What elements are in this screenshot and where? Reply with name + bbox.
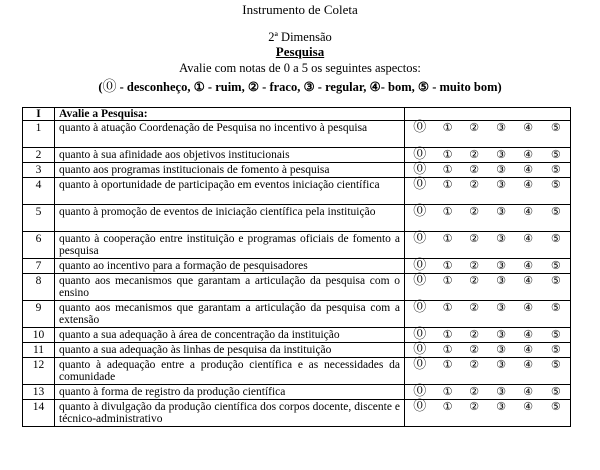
rating-option-4[interactable]: ④	[515, 163, 542, 178]
rating-option-2[interactable]: ②	[461, 148, 488, 163]
table-row	[23, 148, 571, 163]
rating-option-2[interactable]: ②	[461, 274, 488, 301]
rating-option-1[interactable]: ①	[435, 259, 461, 274]
zero-circle-icon: ⓪	[102, 80, 117, 95]
rating-option-2[interactable]: ②	[461, 232, 488, 259]
table-row	[23, 400, 571, 427]
rating-option-1[interactable]: ①	[435, 274, 461, 301]
rating-option-3[interactable]: ③	[488, 259, 515, 274]
row-number: 6	[23, 232, 55, 259]
question-text: quanto à atuação Coordenação de Pesquisa no incentivo à pesquisa	[55, 121, 405, 148]
rating-option-5[interactable]: ⑤	[542, 358, 571, 385]
rating-option-2[interactable]: ②	[461, 358, 488, 385]
row-number: 10	[23, 328, 55, 343]
rating-option-3[interactable]: ③	[488, 358, 515, 385]
rating-option-5[interactable]: ⑤	[542, 178, 571, 205]
document-title: Instrumento de Coleta	[242, 2, 358, 17]
rating-option-0[interactable]: ⓪	[405, 301, 435, 328]
rating-option-3[interactable]: ③	[488, 274, 515, 301]
rating-option-1[interactable]: ①	[435, 385, 461, 400]
rating-option-5[interactable]: ⑤	[542, 343, 571, 358]
row-number: 12	[23, 358, 55, 385]
table-header-row	[23, 108, 571, 121]
rating-option-0[interactable]: ⓪	[405, 232, 435, 259]
rating-option-4[interactable]: ④	[515, 328, 542, 343]
rating-option-0[interactable]: ⓪	[405, 358, 435, 385]
table-row	[23, 259, 571, 274]
question-text: quanto aos mecanismos que garantam a articulação da pesquisa com o ensino	[55, 274, 405, 301]
rating-option-3[interactable]: ③	[488, 148, 515, 163]
rating-option-1[interactable]: ①	[435, 232, 461, 259]
rating-option-2[interactable]: ②	[461, 205, 488, 232]
table-row	[23, 385, 571, 400]
rating-option-0[interactable]: ⓪	[405, 385, 435, 400]
table-row	[23, 343, 571, 358]
question-text: quanto à oportunidade de participação em eventos iniciação científica	[55, 178, 405, 205]
row-number: 13	[23, 385, 55, 400]
rating-option-4[interactable]: ④	[515, 343, 542, 358]
rating-option-0[interactable]: ⓪	[405, 178, 435, 205]
legend-text: - desconheço, ① - ruim, ② - fraco, ③ - regular, ④- bom, ⑤ - muito bom)	[116, 80, 502, 94]
rating-option-0[interactable]: ⓪	[405, 328, 435, 343]
rating-option-4[interactable]: ④	[515, 301, 542, 328]
rating-option-1[interactable]: ①	[435, 205, 461, 232]
rating-option-1[interactable]: ①	[435, 343, 461, 358]
question-text: quanto a sua adequação à área de concentração da instituição	[55, 328, 405, 343]
row-number: 14	[23, 400, 55, 427]
rating-option-1[interactable]: ①	[435, 400, 461, 427]
table-row	[23, 301, 571, 328]
rating-option-4[interactable]: ④	[515, 205, 542, 232]
row-number: 8	[23, 274, 55, 301]
rating-option-4[interactable]: ④	[515, 385, 542, 400]
table-row	[23, 205, 571, 232]
rating-option-0[interactable]: ⓪	[405, 343, 435, 358]
row-number: 5	[23, 205, 55, 232]
rating-option-2[interactable]: ②	[461, 343, 488, 358]
table-row	[23, 328, 571, 343]
rating-option-4[interactable]: ④	[515, 274, 542, 301]
legend-open: (	[98, 80, 103, 94]
question-text: quanto à cooperação entre instituição e programas oficiais de fomento a pesquisa	[55, 232, 405, 259]
rating-option-3[interactable]: ③	[488, 232, 515, 259]
rating-option-3[interactable]: ③	[488, 205, 515, 232]
rating-option-0[interactable]: ⓪	[405, 148, 435, 163]
table-row	[23, 358, 571, 385]
rating-option-4[interactable]: ④	[515, 358, 542, 385]
rating-option-4[interactable]: ④	[515, 232, 542, 259]
row-number: 9	[23, 301, 55, 328]
rating-option-4[interactable]: ④	[515, 178, 542, 205]
rating-option-0[interactable]: ⓪	[405, 121, 435, 148]
question-text: quanto à forma de registro da produção científica	[55, 385, 405, 400]
rating-option-5[interactable]: ⑤	[542, 328, 571, 343]
question-text: quanto aos mecanismos que garantam a articulação da pesquisa com a extensão	[55, 301, 405, 328]
table-row	[23, 121, 571, 148]
dimension-label: 2ª Dimensão	[268, 30, 332, 44]
section-title: Pesquisa	[275, 44, 325, 59]
rating-option-5[interactable]: ⑤	[542, 148, 571, 163]
rating-option-5[interactable]: ⑤	[542, 385, 571, 400]
row-number: 11	[23, 343, 55, 358]
rating-option-5[interactable]: ⑤	[542, 400, 571, 427]
rating-option-2[interactable]: ②	[461, 259, 488, 274]
table-row	[23, 232, 571, 259]
row-number: 1	[23, 121, 55, 148]
rating-option-2[interactable]: ②	[461, 385, 488, 400]
rating-option-5[interactable]: ⑤	[542, 259, 571, 274]
question-text: quanto à adequação entre a produção científica e as necessidades da comunidade	[55, 358, 405, 385]
rating-option-3[interactable]: ③	[488, 178, 515, 205]
rating-option-2[interactable]: ②	[461, 178, 488, 205]
rating-option-5[interactable]: ⑤	[542, 232, 571, 259]
rating-option-3[interactable]: ③	[488, 121, 515, 148]
column-header-options	[405, 108, 571, 121]
rating-option-1[interactable]: ①	[435, 328, 461, 343]
rating-option-5[interactable]: ⑤	[542, 301, 571, 328]
question-text: quanto à divulgação da produção científica dos corpos docente, discente e técnico-administrativo	[55, 400, 405, 427]
rating-option-3[interactable]: ③	[488, 385, 515, 400]
question-text: quanto aos programas institucionais de fomento à pesquisa	[55, 163, 405, 178]
column-header-question: Avalie a Pesquisa:	[55, 108, 405, 121]
rating-option-0[interactable]: ⓪	[405, 400, 435, 427]
rating-option-2[interactable]: ②	[461, 121, 488, 148]
rating-option-4[interactable]: ④	[515, 400, 542, 427]
rating-option-4[interactable]: ④	[515, 121, 542, 148]
rating-legend	[0, 76, 600, 96]
row-number: 7	[23, 259, 55, 274]
rating-option-2[interactable]: ②	[461, 328, 488, 343]
rating-option-5[interactable]: ⑤	[542, 163, 571, 178]
rating-option-1[interactable]: ①	[435, 301, 461, 328]
rating-option-4[interactable]: ④	[515, 259, 542, 274]
rating-option-0[interactable]: ⓪	[405, 163, 435, 178]
question-text: quanto à promoção de eventos de iniciação científica pela instituição	[55, 205, 405, 232]
rating-option-4[interactable]: ④	[515, 148, 542, 163]
question-text: quanto ao incentivo para a formação de pesquisadores	[55, 259, 405, 274]
rating-option-3[interactable]: ③	[488, 163, 515, 178]
rating-option-5[interactable]: ⑤	[542, 274, 571, 301]
rating-option-2[interactable]: ②	[461, 163, 488, 178]
rating-option-3[interactable]: ③	[488, 301, 515, 328]
table-row	[23, 163, 571, 178]
rating-option-0[interactable]: ⓪	[405, 274, 435, 301]
table-row	[23, 274, 571, 301]
rating-option-1[interactable]: ①	[435, 121, 461, 148]
rating-option-3[interactable]: ③	[488, 400, 515, 427]
row-number: 3	[23, 163, 55, 178]
rating-option-2[interactable]: ②	[461, 301, 488, 328]
rating-option-5[interactable]: ⑤	[542, 121, 571, 148]
question-text: quanto à sua afinidade aos objetivos institucionais	[55, 148, 405, 163]
rating-option-2[interactable]: ②	[461, 400, 488, 427]
rating-option-1[interactable]: ①	[435, 178, 461, 205]
instruction-text: Avalie com notas de 0 a 5 os seguintes aspectos:	[179, 61, 421, 75]
question-text: quanto a sua adequação às linhas de pesquisa da instituição	[55, 343, 405, 358]
table-row	[23, 178, 571, 205]
rating-option-3[interactable]: ③	[488, 343, 515, 358]
rating-option-0[interactable]: ⓪	[405, 205, 435, 232]
rating-option-1[interactable]: ①	[435, 148, 461, 163]
rating-option-1[interactable]: ①	[435, 163, 461, 178]
column-header-number: I	[23, 108, 55, 121]
rating-table	[22, 107, 571, 427]
rating-option-0[interactable]: ⓪	[405, 259, 435, 274]
rating-option-5[interactable]: ⑤	[542, 205, 571, 232]
row-number: 4	[23, 178, 55, 205]
rating-option-3[interactable]: ③	[488, 328, 515, 343]
rating-option-1[interactable]: ①	[435, 358, 461, 385]
row-number: 2	[23, 148, 55, 163]
